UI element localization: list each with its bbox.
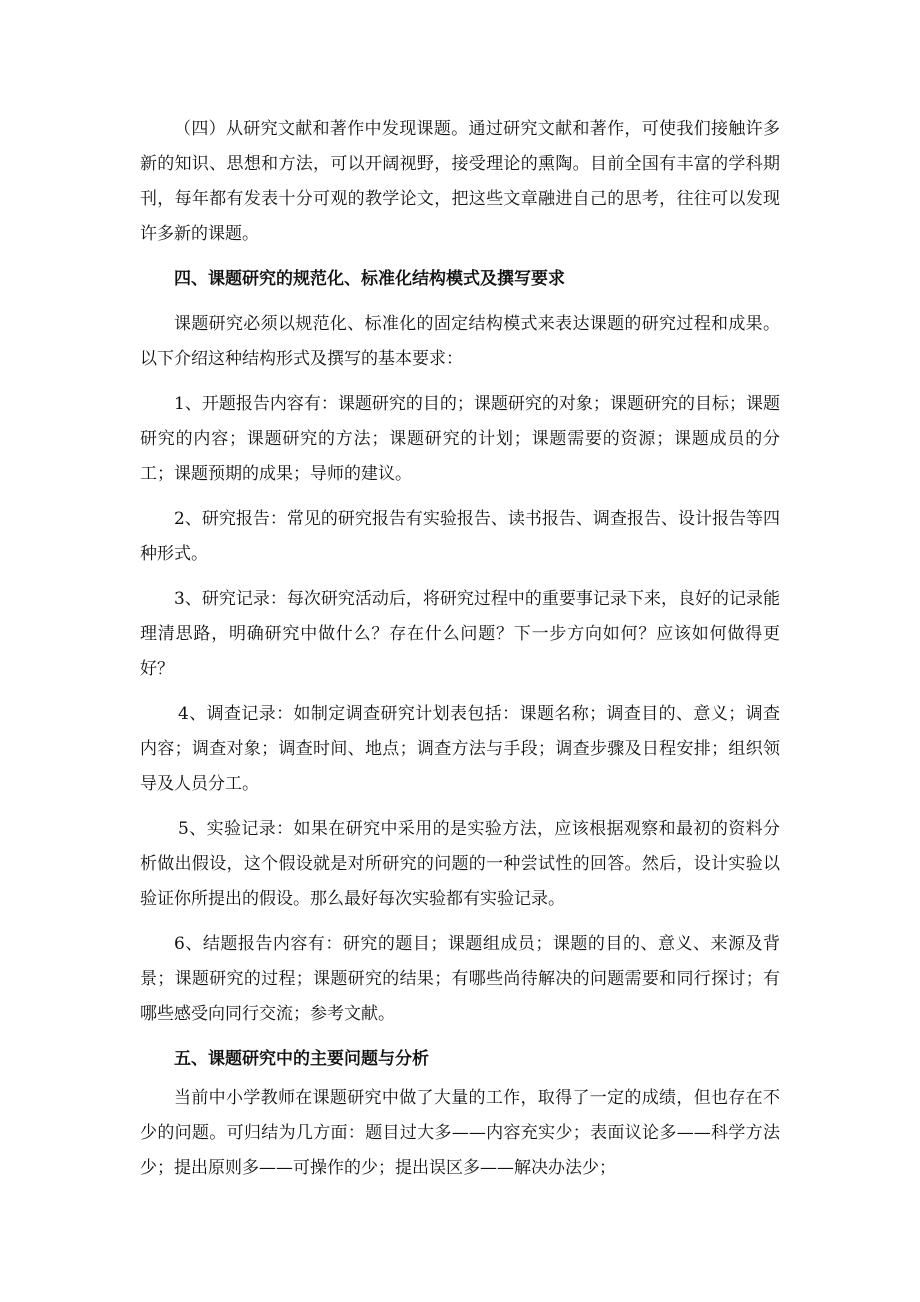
paragraph-opening-report: 1、开题报告内容有：课题研究的目的；课题研究的对象；课题研究的目标；课题研究的内容；课题研究的方法；课题研究的计划；课题需要的资源；课题成员的分工；课题预期的成果；导师的建议。 <box>140 394 780 484</box>
section-heading-five: 五、课题研究中的主要问题与分析 <box>174 1049 429 1069</box>
paragraph-main-problems: 当前中小学教师在课题研究中做了大量的工作，取得了一定的成绩，但也存在不少的问题。可归结为几方面：题目过大多——内容充实少；表面议论多——科学方法少；提出原则多——可操作的少；提出误区多——解决办法少； <box>140 1088 780 1178</box>
document-body <box>140 112 780 1196</box>
paragraph-closing-report: 6、结题报告内容有：研究的题目；课题组成员；课题的目的、意义、来源及背景；课题研究的过程；课题研究的结果；有哪些尚待解决的问题需要和同行探讨；有哪些感受向同行交流；参考文献。 <box>140 934 780 1024</box>
paragraph-structure-intro: 课题研究必须以规范化、标准化的固定结构模式来表达课题的研究过程和成果。以下介绍这种结构形式及撰写的基本要求： <box>140 314 780 369</box>
paragraph-experiment-record: 5、实验记录：如果在研究中采用的是实验方法，应该根据观察和最初的资料分析做出假设，这个假设就是对所研究的问题的一种尝试性的回答。然后，设计实验以验证你所提出的假设。那么最好每次实验都有实验记录。 <box>140 819 780 909</box>
section-heading-four: 四、课题研究的规范化、标准化结构模式及撰写要求 <box>174 269 565 289</box>
paragraph-literature-source: （四）从研究文献和著作中发现课题。通过研究文献和著作，可使我们接触许多新的知识、思想和方法，可以开阔视野，接受理论的熏陶。目前全国有丰富的学科期刊，每年都有发表十分可观的教学论文，把这些文章融进自己的思考，往往可以发现许多新的课题。 <box>140 119 780 244</box>
paragraph-research-record: 3、研究记录：每次研究活动后，将研究过程中的重要事记录下来，良好的记录能理清思路，明确研究中做什么？存在什么问题？下一步方向如何？应该如何做得更好？ <box>140 589 780 679</box>
paragraph-survey-record: 4、调查记录：如制定调查研究计划表包括：课题名称；调查目的、意义；调查内容；调查对象；调查时间、地点；调查方法与手段；调查步骤及日程安排；组织领导及人员分工。 <box>140 704 780 794</box>
paragraph-research-report: 2、研究报告：常见的研究报告有实验报告、读书报告、调查报告、设计报告等四种形式。 <box>140 509 780 564</box>
